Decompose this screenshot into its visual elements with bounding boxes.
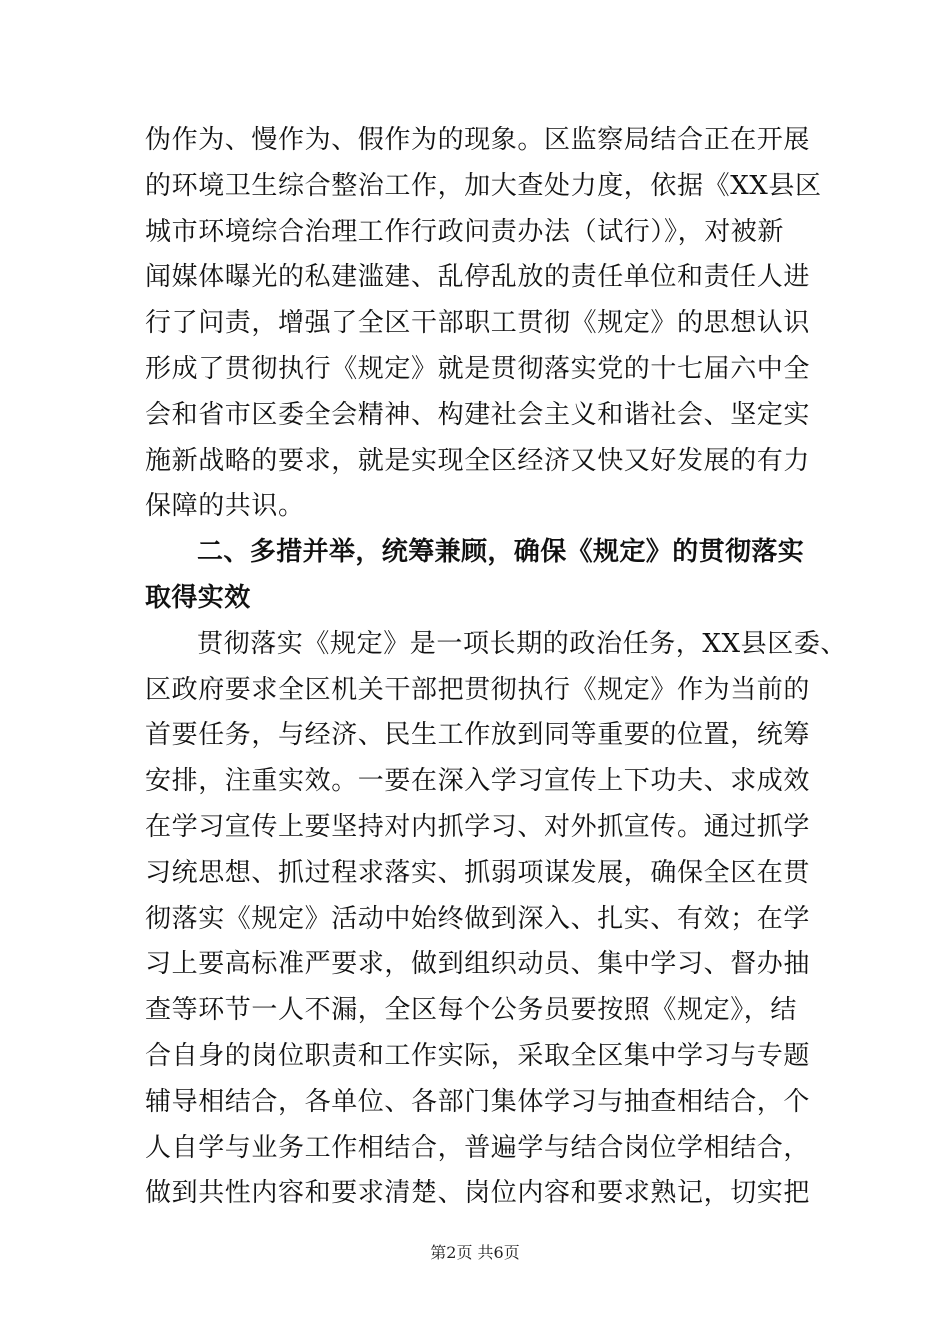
text-line: 习上要高标准严要求，做到组织动员、集中学习、督办抽: [145, 949, 811, 980]
section-heading-line: 二、多措并举，统筹兼顾，确保《规定》的贯彻落实: [197, 537, 805, 568]
section-heading-line: 取得实效: [145, 582, 251, 613]
text-line: 做到共性内容和要求清楚、岗位内容和要求熟记，切实把: [145, 1178, 811, 1209]
text-line: 人自学与业务工作相结合，普遍学与结合岗位学相结合，: [145, 1132, 811, 1163]
text-line: 查等环节一人不漏，全区每个公务员要按照《规定》，结: [145, 995, 798, 1026]
text-line: 辅导相结合，各单位、各部门集体学习与抽查相结合，个: [145, 1086, 811, 1117]
text-line: 区政府要求全区机关干部把贯彻执行《规定》作为当前的: [145, 674, 811, 705]
text-line: 的环境卫生综合整治工作，加大查处力度，依据《XX县区: [145, 170, 822, 201]
text-line: 形成了贯彻执行《规定》就是贯彻落实党的十七届六中全: [145, 353, 811, 384]
text-line: 伪作为、慢作为、假作为的现象。区监察局结合正在开展: [145, 125, 811, 155]
text-line: 会和省市区委全会精神、构建社会主义和谐社会、坚定实: [145, 399, 811, 430]
text-line: 彻落实《规定》活动中始终做到深入、扎实、有效；在学: [145, 903, 811, 934]
text-line: 行了问责，增强了全区干部职工贯彻《规定》的思想认识: [145, 308, 811, 339]
text-line: 合自身的岗位职责和工作实际，采取全区集中学习与专题: [145, 1040, 811, 1071]
text-line: 首要任务，与经济、民生工作放到同等重要的位置，统筹: [145, 720, 811, 751]
text-line: 在学习宣传上要坚持对内抓学习、对外抓宣传。通过抓学: [145, 811, 811, 842]
text-line: 安排，注重实效。一要在深入学习宣传上下功夫、求成效: [145, 766, 811, 797]
text-line: 习统思想、抓过程求落实、抓弱项谋发展，确保全区在贯: [145, 857, 811, 888]
document-body: [145, 118, 848, 1217]
text-line: 城市环境综合治理工作行政问责办法（试行）》，对被新: [145, 216, 785, 247]
page-footer: 第2页 共6页: [430, 1243, 520, 1262]
text-line: 施新战略的要求，就是实现全区经济又快又好发展的有力: [145, 445, 811, 476]
text-line: 贯彻落实《规定》是一项长期的政治任务，XX县区委、: [197, 628, 848, 659]
text-line: 保障的共识。: [145, 491, 305, 522]
text-line: 闻媒体曝光的私建滥建、乱停乱放的责任单位和责任人进: [145, 262, 811, 293]
